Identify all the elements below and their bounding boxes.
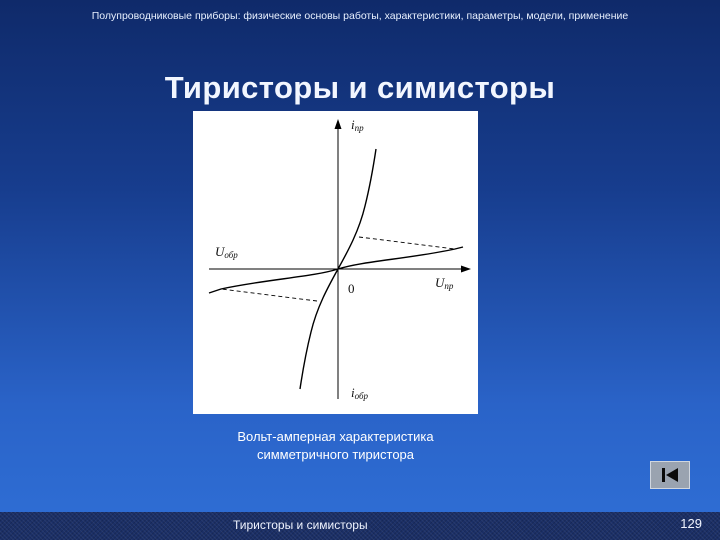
- skip-to-start-icon: [657, 466, 683, 484]
- vertical-axis-arrow: [335, 119, 342, 129]
- origin-label: 0: [348, 281, 355, 296]
- footer-title: Тиристоры и симисторы: [233, 518, 368, 532]
- forward-switching-dashed: [359, 237, 455, 249]
- caption-line-2: симметричного тиристора: [256, 447, 415, 462]
- reverse-branch-curve: [209, 269, 338, 293]
- horizontal-axis-arrow: [461, 266, 471, 273]
- slide-title: Тиристоры и симисторы: [164, 70, 556, 105]
- iv-characteristic-diagram: [193, 111, 478, 414]
- figure-caption: [193, 428, 478, 464]
- axis-label-u-pr: Uпр: [435, 275, 454, 291]
- header-subtitle: Полупроводниковые приборы: физические основы работы, характеристики, параметры, модели, применение: [91, 10, 629, 22]
- forward-branch-curve: [338, 247, 463, 269]
- first-slide-button[interactable]: [650, 461, 690, 489]
- axis-label-i-obr: iобр: [351, 385, 369, 401]
- iv-characteristic-figure: [193, 111, 478, 414]
- axis-label-i-pr: iпр: [351, 117, 364, 133]
- caption-line-1: Вольт-амперная характеристика: [237, 429, 434, 444]
- forward-on-state-curve: [338, 149, 376, 269]
- reverse-switching-dashed: [221, 289, 317, 301]
- axis-label-u-obr: Uобр: [215, 244, 238, 260]
- footer-bar: [0, 512, 720, 540]
- reverse-on-state-curve: [300, 269, 338, 389]
- page-number: 129: [680, 516, 702, 531]
